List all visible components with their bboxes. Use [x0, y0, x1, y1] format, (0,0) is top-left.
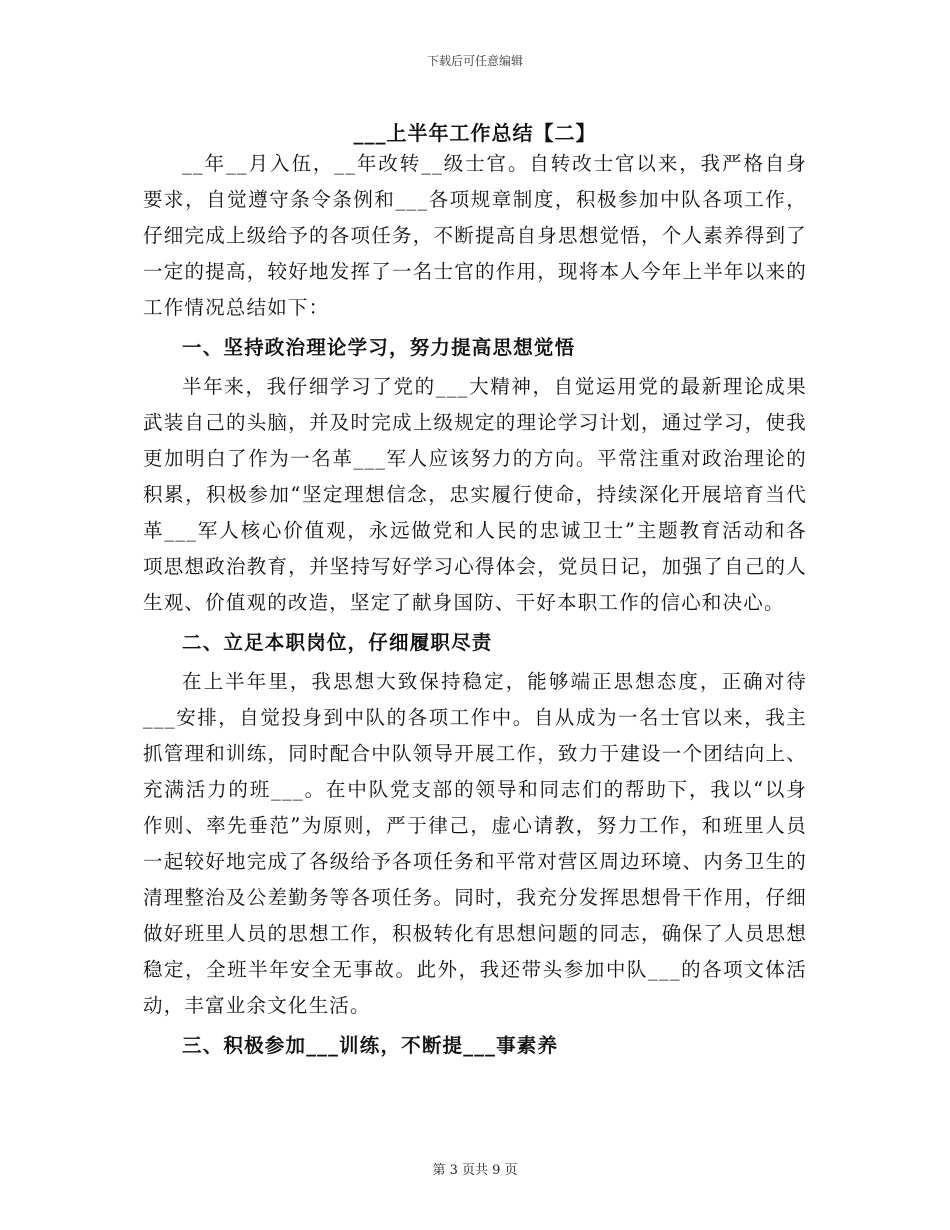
- intro-paragraph: __年__月入伍，__年改转__级士官。自转改士官以来，我严格自身要求，自觉遵守条令条例和___各项规章制度，积极参加中队各项工作，仔细完成上级给予的各项任务，不断提高自身思想觉悟，个人素养得到了一定的提高，较好地发挥了一名士官的作用，现将本人今年上半年以来的工作情况总结如下：: [143, 152, 807, 319]
- section-heading-1: 一、坚持政治理论学习，努力提高思想觉悟: [182, 336, 576, 359]
- section-heading-3: 三、积极参加___训练，不断提___事素养: [182, 1034, 559, 1057]
- page-footer: 第 3 页共 9 页: [432, 1163, 518, 1178]
- document-body: [143, 146, 807, 1067]
- page-header: 下载后可任意编辑: [426, 54, 523, 68]
- section-paragraph-1: 半年来，我仔细学习了党的___大精神，自觉运用党的最新理论成果武装自己的头脑，并及时完成上级规定的理论学习计划，通过学习，使我更加明白了作为一名革___军人应该努力的方向。平常注重对政治理论的积累，积极参加“坚定理想信念，忠实履行使命，持续深化开展培育当代革___军人核心价值观，永远做党和人民的忠诚卫士”主题教育活动和各项思想政治教育，并坚持写好学习心得体会，党员日记，加强了自己的人生观、价值观的改造，坚定了献身国防、干好本职工作的信心和决心。: [143, 375, 807, 614]
- document-title: ___上半年工作总结【二】: [353, 121, 597, 145]
- section-heading-2: 二、立足本职岗位，仔细履职尽责: [182, 631, 493, 654]
- section-paragraph-2: 在上半年里，我思想大致保持稳定，能够端正思想态度，正确对待___安排，自觉投身到中队的各项工作中。自从成为一名士官以来，我主抓管理和训练，同时配合中队领导开展工作，致力于建设一个团结向上、充满活力的班___。在中队党支部的领导和同志们的帮助下，我以“以身作则、率先垂范”为原则，严于律己，虚心请教，努力工作，和班里人员一起较好地完成了各级给予各项任务和平常对营区周边环境、内务卫生的清理整治及公差勤务等各项任务。同时，我充分发挥思想骨干作用，仔细做好班里人员的思想工作，积极转化有思想问题的同志，确保了人员思想稳定，全班半年安全无事故。此外，我还带头参加中队___的各项文体活动，丰富业余文化生活。: [143, 670, 807, 1017]
